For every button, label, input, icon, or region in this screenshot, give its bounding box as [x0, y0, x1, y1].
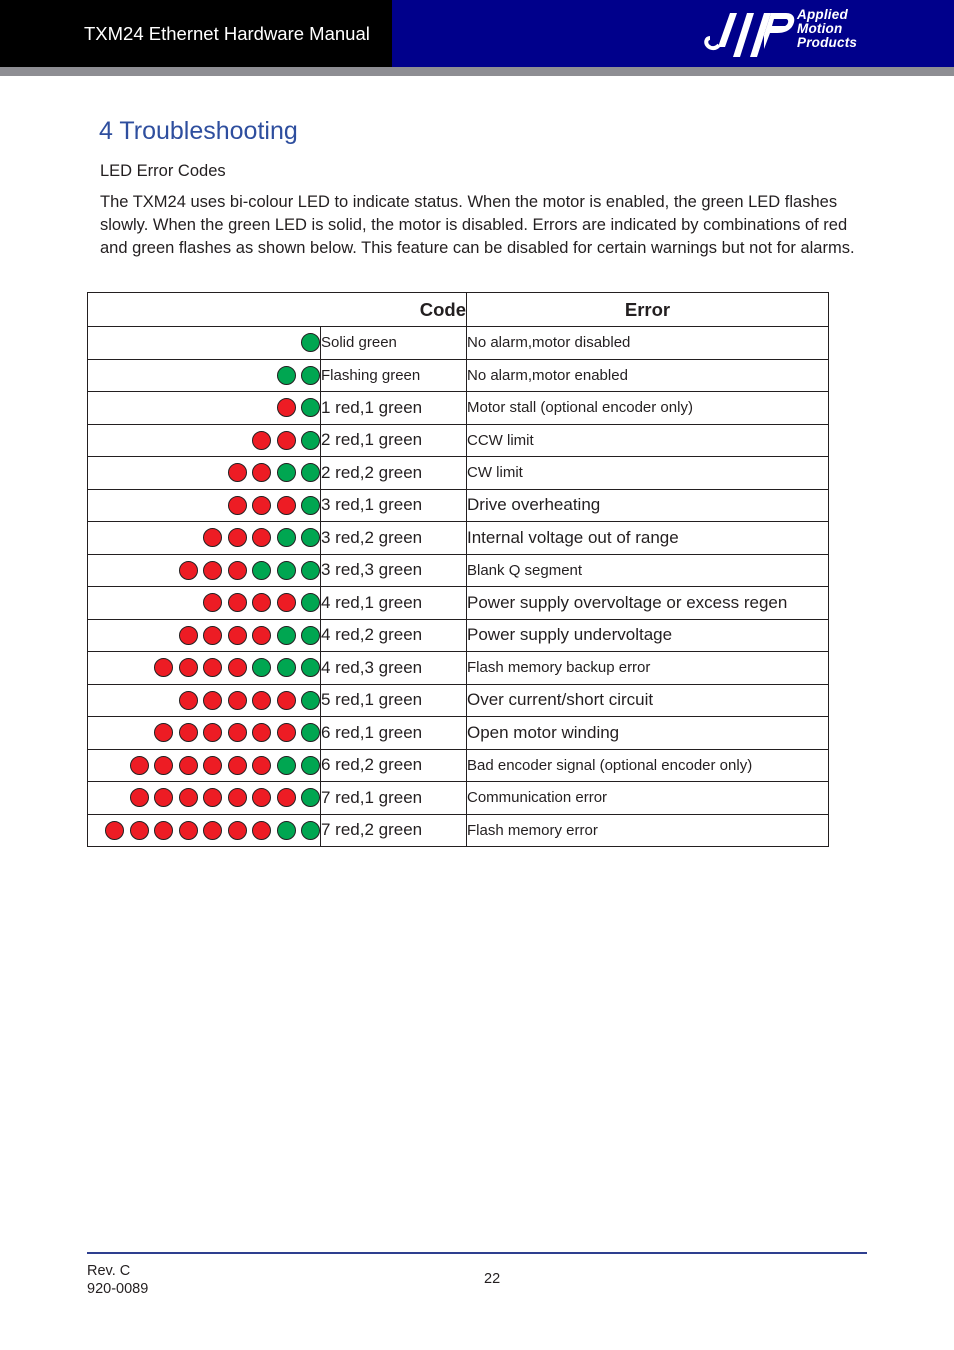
logo-wordmark: Applied Motion Products: [797, 7, 858, 50]
green-led-icon: [301, 821, 320, 840]
error-description: No alarm,motor enabled: [467, 359, 829, 392]
applied-motion-logo: [704, 5, 884, 63]
red-led-icon: [252, 528, 271, 547]
table-row: [88, 587, 829, 620]
led-pattern: [88, 749, 321, 782]
red-led-icon: [252, 723, 271, 742]
table-body: [88, 327, 829, 847]
red-led-icon: [277, 496, 296, 515]
green-led-icon: [301, 366, 320, 385]
red-led-icon: [203, 756, 222, 775]
red-led-icon: [228, 691, 247, 710]
red-led-icon: [252, 626, 271, 645]
led-pattern: [88, 587, 321, 620]
red-led-icon: [179, 561, 198, 580]
red-led-icon: [179, 821, 198, 840]
red-led-icon: [252, 691, 271, 710]
led-pattern: [88, 359, 321, 392]
document-number: 920-0089: [87, 1281, 149, 1297]
code-description: 4 red,1 green: [321, 587, 467, 620]
table-row: [88, 684, 829, 717]
red-led-icon: [228, 528, 247, 547]
red-led-icon: [228, 561, 247, 580]
red-led-icon: [203, 788, 222, 807]
table-row: [88, 652, 829, 685]
green-led-icon: [277, 366, 296, 385]
red-led-icon: [203, 626, 222, 645]
red-led-icon: [179, 756, 198, 775]
red-led-icon: [203, 561, 222, 580]
logo-mark-icon: [704, 5, 798, 63]
error-description: Flash memory backup error: [467, 652, 829, 685]
red-led-icon: [252, 821, 271, 840]
led-pattern: [88, 522, 321, 555]
error-description: Power supply undervoltage: [467, 619, 829, 652]
green-led-icon: [301, 398, 320, 417]
green-led-icon: [301, 658, 320, 677]
manual-title: TXM24 Ethernet Hardware Manual: [0, 0, 392, 67]
red-led-icon: [277, 398, 296, 417]
code-description: 7 red,2 green: [321, 814, 467, 847]
revision-label: Rev. C: [87, 1263, 131, 1279]
red-led-icon: [130, 788, 149, 807]
green-led-icon: [277, 463, 296, 482]
red-led-icon: [228, 593, 247, 612]
code-description: Flashing green: [321, 359, 467, 392]
table-row: [88, 619, 829, 652]
table-row: [88, 424, 829, 457]
green-led-icon: [277, 561, 296, 580]
table-row: [88, 554, 829, 587]
header-divider: [0, 67, 954, 76]
led-pattern: [88, 392, 321, 425]
table-row: [88, 782, 829, 815]
red-led-icon: [228, 626, 247, 645]
code-description: Solid green: [321, 327, 467, 360]
red-led-icon: [179, 658, 198, 677]
code-description: 6 red,1 green: [321, 717, 467, 750]
led-pattern: [88, 424, 321, 457]
error-description: Drive overheating: [467, 489, 829, 522]
section-title: 4 Troubleshooting: [99, 117, 298, 145]
led-pattern: [88, 619, 321, 652]
code-description: 2 red,1 green: [321, 424, 467, 457]
led-pattern: [88, 684, 321, 717]
green-led-icon: [301, 626, 320, 645]
code-description: 2 red,2 green: [321, 457, 467, 490]
code-column-header: Code: [88, 293, 467, 327]
table-row: [88, 749, 829, 782]
red-led-icon: [277, 431, 296, 450]
red-led-icon: [179, 691, 198, 710]
red-led-icon: [277, 723, 296, 742]
red-led-icon: [154, 821, 173, 840]
red-led-icon: [277, 788, 296, 807]
footer-divider: [87, 1252, 867, 1254]
red-led-icon: [203, 821, 222, 840]
green-led-icon: [252, 658, 271, 677]
table-row: [88, 522, 829, 555]
code-description: 6 red,2 green: [321, 749, 467, 782]
red-led-icon: [130, 756, 149, 775]
red-led-icon: [179, 626, 198, 645]
error-description: CCW limit: [467, 424, 829, 457]
green-led-icon: [301, 593, 320, 612]
red-led-icon: [277, 593, 296, 612]
error-description: No alarm,motor disabled: [467, 327, 829, 360]
table-header-row: [88, 293, 829, 327]
red-led-icon: [228, 496, 247, 515]
error-description: Power supply overvoltage or excess regen: [467, 587, 829, 620]
green-led-icon: [277, 528, 296, 547]
red-led-icon: [252, 496, 271, 515]
error-description: Communication error: [467, 782, 829, 815]
green-led-icon: [252, 561, 271, 580]
table-row: [88, 717, 829, 750]
error-description: Bad encoder signal (optional encoder only): [467, 749, 829, 782]
red-led-icon: [154, 658, 173, 677]
red-led-icon: [228, 756, 247, 775]
red-led-icon: [277, 691, 296, 710]
green-led-icon: [301, 723, 320, 742]
led-pattern: [88, 489, 321, 522]
led-pattern: [88, 554, 321, 587]
red-led-icon: [228, 788, 247, 807]
red-led-icon: [203, 528, 222, 547]
page-number: 22: [484, 1271, 501, 1287]
table-row: [88, 392, 829, 425]
led-pattern: [88, 814, 321, 847]
green-led-icon: [277, 626, 296, 645]
code-description: 3 red,1 green: [321, 489, 467, 522]
error-description: Open motor winding: [467, 717, 829, 750]
green-led-icon: [301, 496, 320, 515]
red-led-icon: [203, 593, 222, 612]
code-description: 3 red,2 green: [321, 522, 467, 555]
green-led-icon: [301, 528, 320, 547]
green-led-icon: [301, 333, 320, 352]
error-description: Internal voltage out of range: [467, 522, 829, 555]
error-description: Flash memory error: [467, 814, 829, 847]
error-description: Motor stall (optional encoder only): [467, 392, 829, 425]
green-led-icon: [301, 756, 320, 775]
code-description: 7 red,1 green: [321, 782, 467, 815]
green-led-icon: [277, 658, 296, 677]
red-led-icon: [179, 723, 198, 742]
led-pattern: [88, 782, 321, 815]
green-led-icon: [301, 691, 320, 710]
table-row: [88, 359, 829, 392]
page-header: [0, 0, 954, 67]
red-led-icon: [252, 593, 271, 612]
red-led-icon: [252, 431, 271, 450]
code-description: 4 red,3 green: [321, 652, 467, 685]
error-description: Over current/short circuit: [467, 684, 829, 717]
table-row: [88, 814, 829, 847]
footer-revision: [87, 1262, 148, 1298]
led-pattern: [88, 327, 321, 360]
red-led-icon: [203, 723, 222, 742]
code-description: 5 red,1 green: [321, 684, 467, 717]
error-column-header: Error: [467, 293, 829, 327]
red-led-icon: [228, 463, 247, 482]
red-led-icon: [203, 658, 222, 677]
red-led-icon: [228, 723, 247, 742]
red-led-icon: [252, 788, 271, 807]
section-subtitle: LED Error Codes: [100, 162, 226, 180]
led-pattern: [88, 652, 321, 685]
green-led-icon: [301, 788, 320, 807]
green-led-icon: [301, 431, 320, 450]
table-row: [88, 457, 829, 490]
table-row: [88, 489, 829, 522]
red-led-icon: [154, 756, 173, 775]
led-pattern: [88, 717, 321, 750]
led-error-table: [87, 292, 829, 847]
red-led-icon: [252, 463, 271, 482]
green-led-icon: [277, 756, 296, 775]
red-led-icon: [130, 821, 149, 840]
red-led-icon: [179, 788, 198, 807]
error-description: CW limit: [467, 457, 829, 490]
code-description: 3 red,3 green: [321, 554, 467, 587]
red-led-icon: [228, 821, 247, 840]
red-led-icon: [154, 723, 173, 742]
green-led-icon: [301, 463, 320, 482]
red-led-icon: [154, 788, 173, 807]
code-description: 4 red,2 green: [321, 619, 467, 652]
intro-paragraph: The TXM24 uses bi-colour LED to indicate status. When the motor is enabled, the green LED flashes slowly. When the green LED is solid, the motor is disabled. Errors are indicated by combinations of red and green flashes as shown below. This feature can be disabled for certain warnings but not for alarms.: [100, 193, 855, 257]
table-row: [88, 327, 829, 360]
green-led-icon: [277, 821, 296, 840]
red-led-icon: [105, 821, 124, 840]
red-led-icon: [252, 756, 271, 775]
led-pattern: [88, 457, 321, 490]
red-led-icon: [228, 658, 247, 677]
error-description: Blank Q segment: [467, 554, 829, 587]
red-led-icon: [203, 691, 222, 710]
green-led-icon: [301, 561, 320, 580]
code-description: 1 red,1 green: [321, 392, 467, 425]
